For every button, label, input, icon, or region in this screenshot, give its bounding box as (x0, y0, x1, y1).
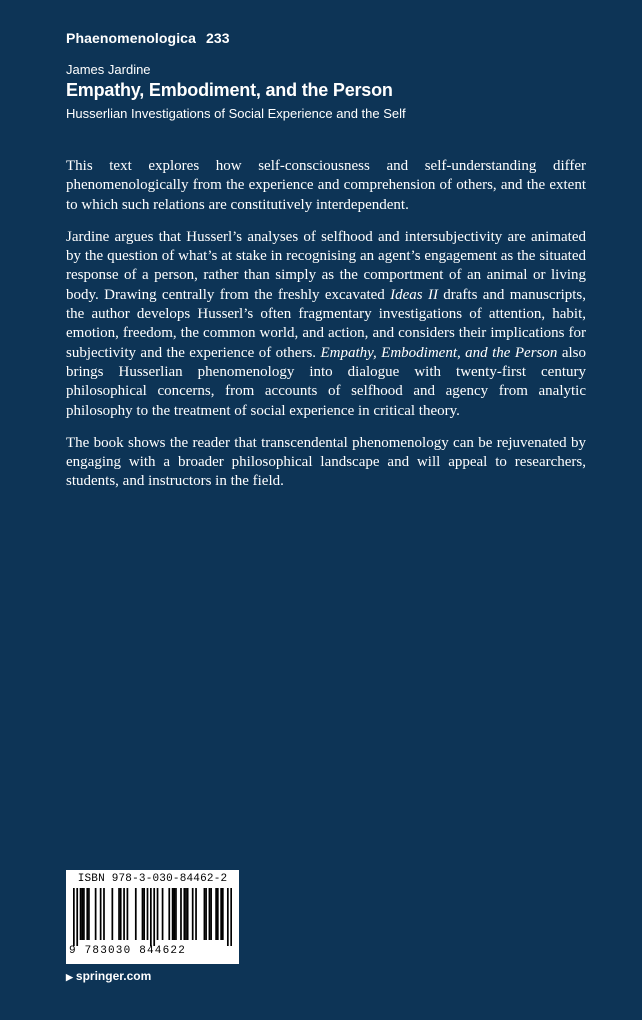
barcode-bar (118, 888, 120, 940)
barcode-bar (100, 888, 102, 940)
barcode-bar (172, 888, 174, 940)
barcode-bar (88, 888, 90, 940)
barcode-bar (227, 888, 229, 946)
barcode-bar (81, 888, 83, 940)
barcode-bar (111, 888, 113, 940)
blurb-paragraph-3: The book shows the reader that transcendental phenomenology can be rejuvenated by engaging with a broader philosophical landscape and will appeal to researchers, students, and instructors in the field. (66, 434, 586, 490)
barcode-bar (183, 888, 185, 940)
series-name: Phaenomenologica (66, 30, 196, 46)
p2-text-c: also brings Husserlian phenomenology into dialogue with twenty-first century philosophical concerns, from accounts of selfhood and agency from analytic philosophy to the treatment of social experience in critical theory. (66, 344, 586, 419)
barcode-bar (173, 888, 175, 940)
barcode-bar (150, 888, 152, 946)
barcode-bar (76, 888, 78, 946)
barcode-bar (210, 888, 212, 940)
barcode-bar (143, 888, 145, 940)
barcode-bar (147, 888, 149, 940)
barcode-bar (123, 888, 125, 940)
barcode-bar (153, 888, 155, 946)
barcode-bar (180, 888, 182, 940)
isbn-label: ISBN 978-3-030-84462-2 (77, 873, 228, 885)
barcode-bar (220, 888, 222, 940)
barcode-bar (162, 888, 164, 940)
barcode-bar (175, 888, 177, 940)
p2-text-b: drafts and manuscripts, the author develops Husserl’s often fragmentary investigations of attention, habit, emotion, freedom, the common world, and action, and considers their implications for subjectivity and the experience of others. (66, 286, 586, 361)
barcode-bar (187, 888, 189, 940)
barcode-bar (215, 888, 217, 940)
barcode-panel (66, 870, 239, 964)
barcode-bar (83, 888, 85, 940)
barcode-bar (195, 888, 197, 940)
p2-text-a: Jardine argues that Husserl’s analyses of selfhood and intersubjectivity are animated by the question of what’s at stake in recognising an agent’s engagement as the situated response of a person, rather than simply as the comportment of an animal or living body. Drawing centrally from the freshly excavated (66, 228, 586, 303)
barcode-bar (142, 888, 144, 940)
series-number: 233 (205, 30, 230, 46)
barcode-bar (209, 888, 211, 940)
barcode-bar (73, 888, 75, 946)
blurb (66, 157, 586, 505)
barcode-bar (120, 888, 122, 940)
barcode-bar (185, 888, 187, 940)
blurb-paragraph-1: This text explores how self-consciousness and self-understanding differ phenomenologically from the experience and comprehension of others, and the extent to which such relations are constitutively interdependent. (66, 158, 586, 213)
barcode-bar (168, 888, 170, 940)
blurb-paragraph-2 (66, 228, 586, 421)
series-line (66, 30, 230, 46)
barcode-bar (103, 888, 105, 940)
barcode-bar (230, 888, 232, 946)
book-title: Empathy, Embodiment, and the Person (66, 80, 393, 100)
barcode-bar (127, 888, 129, 940)
barcode-bar (86, 888, 88, 940)
barcode-bar (135, 888, 137, 940)
publisher-url: springer.com (75, 969, 152, 983)
barcode-bar (157, 888, 159, 940)
barcode-icon (73, 888, 232, 946)
p2-book-title: Empathy, Embodiment, and the Person (320, 344, 558, 361)
publisher-link[interactable] (66, 969, 151, 983)
barcode-bar (80, 888, 82, 940)
author-name: James Jardine (66, 62, 151, 77)
p2-ideas-ii: Ideas II (390, 286, 438, 303)
book-subtitle: Husserlian Investigations of Social Experience and the Self (66, 106, 406, 121)
barcode-digits: 9 783030 844622 (69, 945, 187, 957)
barcode-bar (204, 888, 206, 940)
barcode-bar (217, 888, 219, 940)
barcode-bar (205, 888, 207, 940)
barcode-bar (95, 888, 97, 940)
triangle-right-icon: ▶ (66, 972, 73, 982)
barcode-bar (192, 888, 194, 940)
barcode-bar (222, 888, 224, 940)
